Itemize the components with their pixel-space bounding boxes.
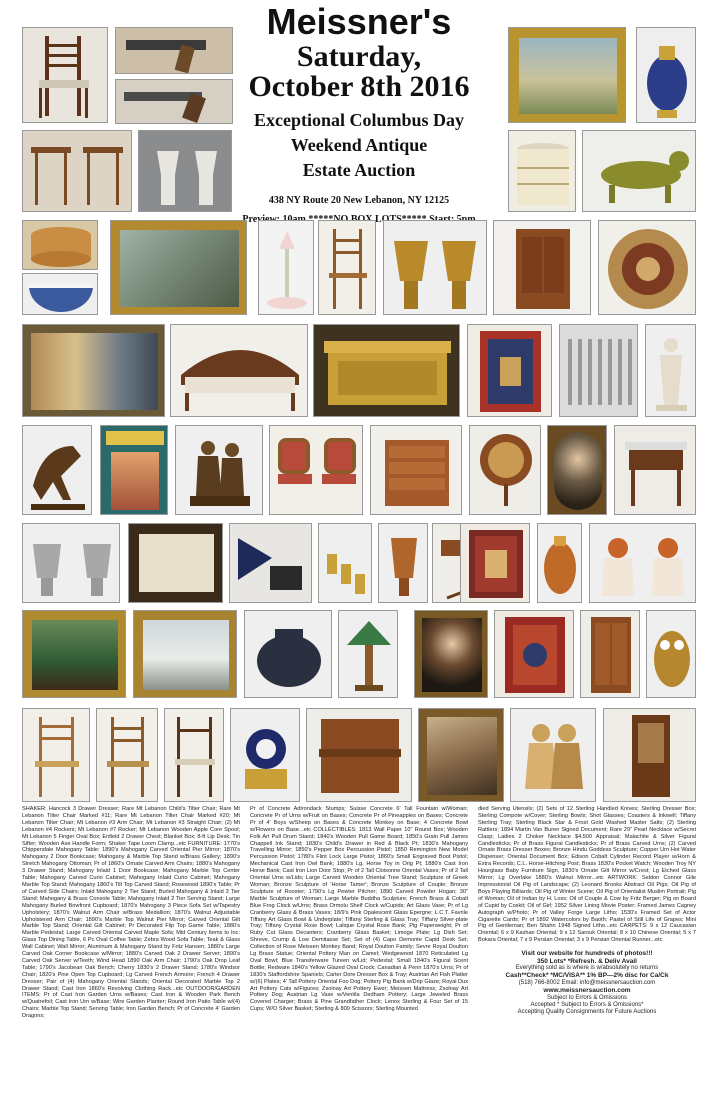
rug-icon [495,611,574,698]
photo-tilt-table [469,425,541,515]
phonograph-icon [230,524,312,603]
table-icon [23,131,132,212]
photo-chair-3 [164,708,224,802]
photo-chair-1 [22,708,90,802]
photo-brass-box [313,324,460,417]
photo-owl-figure [646,610,696,698]
photo-chair-2 [96,708,158,802]
footer-line-1: Visit our website for hundreds of photos!!! [521,950,653,958]
photo-brass-urns [383,220,487,315]
chair-icon [97,709,158,802]
photo-tall-case [603,708,696,802]
urn-icon [379,524,428,603]
photo-armoire [493,220,591,315]
photo-bronze-couple [175,425,263,515]
auction-subtitle-2: Weekend Antique [290,135,428,155]
photo-abstract-painting [22,324,165,417]
auction-house-name: Meissner's [266,1,452,42]
server-icon [307,709,412,802]
photo-slag-lamp [338,610,398,698]
box-icon [314,325,460,417]
photo-round-rug [598,220,696,315]
dog-icon [590,524,696,603]
lamp-icon [339,611,398,698]
chair-icon [165,709,224,802]
photo-portrait-2 [414,610,488,698]
photo-stoneware-crock [508,130,576,212]
chair-icon [319,221,376,315]
chair-icon [23,709,90,802]
pot-icon [245,611,332,698]
chair-icon [23,28,108,123]
photo-settee [170,324,308,417]
photo-vase-2 [537,523,582,603]
rug-icon [599,221,696,315]
photo-shaker-box [22,220,98,270]
photo-marble-top-stand [614,425,696,515]
spoon-icon [560,325,638,417]
photo-oriental-pot [244,610,332,698]
clock-icon [231,709,300,802]
lot-column-3 [478,806,696,1096]
owl-icon [647,611,696,698]
vase-icon [637,28,696,123]
photo-bowl [22,273,98,315]
auction-header [236,0,482,225]
footer-line-2: 350 Lots* *Refresh. & Deliv Avail [537,957,637,965]
photo-copper-urn [378,523,428,603]
urn-icon [23,524,120,603]
cabinet-icon [494,221,591,315]
table-icon [470,426,541,515]
photo-painting-2 [110,220,247,315]
footer-line-6: www.meissnersauction.com [543,987,631,995]
rug-icon [468,325,552,417]
canister-icon [319,524,372,603]
photo-billiards-painting [22,610,126,698]
photo-silver-urns [22,523,120,603]
photo-carved-server [306,708,412,802]
statue-icon [646,325,696,417]
photo-shaker-chair [22,27,108,123]
photo-phonograph [229,523,312,603]
photo-royal-dux [510,708,596,802]
bowl-icon [23,274,98,315]
photo-brass-canisters [318,523,372,603]
photo-mantel-clock [230,708,300,802]
photo-arm-chairs [269,425,363,515]
auction-footer [478,950,696,1017]
photo-chest-of-drawers [370,425,462,515]
photo-framed-scene [128,523,223,603]
photo-marble-statue [645,324,696,417]
photo-pistol-1 [115,27,233,74]
footer-line-8: Accepted * Subject to Errors & Omissions* [530,1001,644,1008]
footer-line-3: Everything sold as is where is w/absolutely no returns [515,964,659,971]
crock-icon [509,131,576,212]
photo-wardrobe [580,610,640,698]
photo-pistol-2 [115,79,233,124]
photo-landscape-painting-1 [508,27,626,123]
footer-line-7: Subject to Errors & Omissions [546,994,628,1001]
photo-carpet-2 [460,523,530,603]
box-icon [23,221,98,270]
rug-icon [461,524,530,603]
auction-subtitle-1: Exceptional Columbus Day [253,110,465,130]
cabinet-icon [581,611,640,698]
pistol-icon [116,80,233,124]
photo-staffordshire-dogs [589,523,696,603]
dog-icon [583,131,696,212]
photo-garden-urns [138,130,232,212]
auction-date-line2: October 8th 2016 [248,70,470,103]
photo-vase-1 [636,27,696,123]
photo-carpet-1 [467,324,552,417]
lot-listing [22,806,696,1096]
urn-icon [384,221,487,315]
footer-line-9: Accepting Quality Consignments for Future Auctions [517,1009,657,1016]
horse-icon [23,426,92,515]
figurine-icon [511,709,596,802]
photo-sterling-flatware [559,324,638,417]
lot-column-1: SHAKER: Hancock 3 Drawer Dresser; Rare Mt Lebanon Child's Tilter Chair; Rare Mt Lebanon Tilter Chair Marked #11; Rare Mt Lebanon Tilter Chair Marked #20; Mt Lebanon Tilter Chair; Mt Lebanon #3 Arm Chair; Mt Lebanon #3 Straight Chair; (2) Mt Lebanon #4 Rockers; Mt Lebanon #7 Rocker; Mt Lebanon Wooden Apple Core Spool; Mt Lebanon 5 Finger Oval Box; Enfield 2 Drawer Chest; Blanket Box; 8-ft Lip Desk; Tin Sifter; Wooden Axe Handle Form; Shaker Tape Loom Clamp...etc FURNITURE: 1770's Chippendale Mahogany Table; 1890's Mahogany Carved Oriental Pier Mirror; 1870's Mahogany 2 Door Bookcase; Mahogany & Marble Top Stand w/Brass Gallery; 1890's Stretch Mahogany Ottoman; Pr of 1860's Ornate Carved Arm Chairs; 1880's Mahogany 3 Drawer Stand; Mahogany Inlaid 1 Door Bookcase; Mahogany Marble Top Center Table; Mahogany Carved Curio Cabinet; Mahogany Inlaid Curio Cabinet; Mahogany Marble Top Stand; Mahogany 1860's Tilt Top Carved Stand; Rosewood 1890's Table; Pr of Carved Side Chairs; Inlaid Mahogany 2 Tier Stand; Burled Mahogany & Inlaid 3 Tier Stand; Mahogany & Brass Console Table; Mahogany Inlaid 2 Tier Serving Stand; Large Mahogany Burled Bowfront Cupboard; 1870's Mahogany 3 Piece Sofa Set w/Tapestry Upholstery; 1870's Walnut Arm Chair w/Brass Medallion; 1870's Walnut Adjustable Upholstered Arm Chair; 1890's Marble Top Walnut Pier Mirror; Carved Oriental Gilt Marble Top Stand; Oriental Gilt Cabinet; Pr Decorated Flip Top Game Table; 1880's Marble Pedestal; Large Carved Oriental Carved Maple Sofa; Mid Century Items to Inc: Glass Top Dining Table, 6 Pc Oval Coffee Table; Zebra Wood Sofa Table; Teak & Glass Wall Cabinet; Wall Mirror; Aluminum & Mahogany Stand by Fritz Hansen; 1880's Large Carved Oak Corner Bookcase w/Mirror; 1880's Carved Oak 2 Drawer Server; 1890's Carved Oak Server w/Teeth; Wind Head 1890 Oak Arm Chair; 1790's Oak Drop Leaf Table; 1790's Jacobean Oak Bench; Cherry 1830's 2 Drawer Stand; 1780's Windsor Chair; 1820's Pine Open Top Cupboard; Lg Carved French Armoire; French 4 Drawer Dresser; Pair of (4) Mahogany Oriental Stands; Oriental Decorated Marble Top 2 Drawer Stand; Cast Iron 1860's Revolving Clothing Rack...etc OUTDOOR/GARDEN ITEMS: Pr of Cast Iron Garden Urns w/Bases; Cast Iron & Wooden Park Bench w/Quatrefoil; Cast Iron Urn w/Base; Wire Garden Planter; Round Iron Patio Table w/(4) Chairs; Marble Top Stand; Serving Table; Iron Garden Bench; Pr of Concrete 4' Garden Dragons; [22,806,240,1020]
lot-column-3-text: died Serving Utensils; (2) Sets of 12 Sterling Handled Knives; Sterling Dresser Box; Sterling Compote w/Cover; Sterling Bowls; Shot Glasses; Coasters & Inkwell; Tiffany Sterling Tray; Sterling Black Star & Frost Gold Washed Master Salts; (2) Sterling Rattlers; 1894 Martin Van Buren Signed Document; Rare 29" Pearl Necklace w/Secret Clasp; Ladies 2 Choker Necklace $4,500 Appraisal; Malachite & Silver Figural Candlesticks; Pr of Brass Figural Candlesticks; Pr of Brass Carved Urns; (2) Carved Ornate Brass Dresser Boxes; Bronze Hindu Goddess Sculpture; Copper Urn Hot Water Dispenser; Oriental Document Box; Edison Cobalt Cylinder Record Player w/Horn & Extra Records; C.L. Horse-Hitching Post; Brass 1830's Pocket Watch; Wooden Troy NY Hourglass Baby Furniture Sign, 1830's Ornate Gilt Mirror w/Crest; Lg Etched Glass Mirror; Lg Overlake 1880's Walnut Mirror...etc ARTWORK: Seldon Connor Gile Impressionist Oil Pig of Landscape; (2) Leonard Brooks Abstract Oil Pigs; Oil Pig of Boys Playing Billiards; Oil Pig of Winter Scene; Oil Pig of Orientalist Muslim Portrait; Pig of Woman; Oil of Indian by H. Loss; Oil of Couple & Cow by Fritz Berger; Pig on Board of Cupid by Coskit; Oil of Girl; 1952 Silver Lining Movie Poster; Framed James Cagney Autograph w/Photo; Pr of Valley Forge Large Litho; 1530's Framed Set of Actor Cigarette Cards; Pr of 1892 Watercolors by Baoth; Pastel of Still Life of Grapes; Mini Pig of Gentleman; Ben Shahn 1948 Signed Litho...etc CARPETS: 9 x 12 Caucasian Oriental; 6 x 9 Kashan Oriental; 9 x 12 Sarouk Oriental; 8 x 10 Chinese Oriental; 5 x 7 Bokara Oriental; 7 x 9 Persian Oriental; 3 x 9 Persian Oriental Runner...etc [478,806,696,944]
auction-date-line1: Saturday, [296,40,422,73]
footer-line-4: Cash**Check* *MC/VISA** 1% BP—2% disc for Ca/Ck [505,972,669,980]
stand-icon [615,426,696,515]
auction-subtitle-3: Estate Auction [302,160,416,180]
photo-pottery-dog [582,130,696,212]
lot-column-2: Pr of Concrete Adirondack Stumps; Suisse Concrete 6' Tall Fountain w/Woman; Concrete Pr of Urns w/Fruit on Bases; Concrete Pr of Pineapples on Bases; Concrete Pr of 4' Boys w/Sheep on Bases & Concrete Monkey on Base; 4 Concrete Bowl w/Flowers on Base...etc COLLECTIBLES: 1813 Wall Paper 10" Round Box; Wooden Folk Art Pull Drum Stand; 1840's Wooden Pull Game Board; 1850's Grain Pull James Chappell Ink Stand; 1830's Child's Drawer in Red & Black Pt; 1830's Mahogany Travelling Mirror; 1850's Pepper Box Percussion Pistol; 1850 Remington New Model Percussion Pistol; 1780's Flint Lock Large Pistol; 1860's Small Engraved Boot Pistol; Mechanical Cast Iron Owl Bank; 1880's Lg. Horse Toy in Orig Pt; 1880's Cast Iron Horse Bank; Cast Iron Lion Door Stop; Pr of 2 Tall Cloisonne Oriental Vases; Pr of 2 Tall Oriental Urns w/Lids; Large Carved Wooden Oriental Tree Stand; Sculpture of Greek Woman; Bronze Sculpture of 'Horse Tamer'; Bronze Sculpture of Couple; Bronze Sculpture of Rooster; 1790's Lg Pewter Pitcher; 1890 Carved Powder Hogan; 30" Marble Sculpture of Woman; Large Marble Buddha Sculpture; French Brass & Cobalt Blue Frog Clock w/Urns; Brass Ormolu Shelf Clock w/Cupids; Art Glass Vase; Pr of Lg Cranberry Glass & Brass Vases; 18/9's Pink Opalescent Glass Epergne; L.C.T. Favrile Tiffany Art Glass Bowl & Underplate; Tiffany Sterling & Glass Tray; Tiffany Silver-plate Tray; Tiffany Crystal Rose Bowl; Lalique Crystal Rose Bank; Pig Paperweight; Pr of Ruby Cut Glass Decanters; Cranberry Glass Basket; Limoge Plate; Lg Dish Set; Shreve, Crump & Low Demitasse Set; Set of (4) Capo Demonte Capid Desk Set; Collection of Rose Meissen Monkey Band; Royal Doulton Family; Sevre Royal Doulton Lg Brass Statue; Oriental Pottery Man on Camel; Wedgewood 1870 Reticulated Lg Oval Bowl; Blue Transferware Tureen w/Lid; Pedestal; Small 1840's Figural Scent Bottle; Redware 1840's Yellow Glazed Oval Crock; Canadian & Penn 1870's Urns; Pr of 1830's Staffordshire Spaniels; Carter Dore Dresser Box & Tray; Austrian Art Fish Platter w/(6) Plates; 4' Tall Pottery Oriental Foo Dog; Pottery Pig Bank w/Drip Glaze; Royal Dux Art Pottery Cats w/Figures; Zsolnay Art Pottery Ewer; Meissen Mattress; Zsolnay Art Pottery Dog; Austrian Lg Vase w/Ventila Dedham Pottery; Large Jeweled Brass Covered Charger; Brass & Pine Grandfather Clock; Lenox Sterling & Four Set of 15 Cups; W/O Silver Basket; Sterling & 800 Scissors; Sterling Mounted [250,806,468,1013]
photo-windsor-chair [318,220,376,315]
photo-epergne [258,220,314,315]
photo-bronze-horse [22,425,92,515]
photo-winter-painting [133,610,237,698]
cabinet-icon [604,709,696,802]
sculpture-icon [176,426,263,515]
chair-icon [270,426,363,515]
photo-portrait-1 [547,425,607,515]
dresser-icon [371,426,462,515]
vase-icon [538,524,582,603]
auction-address: 438 NY Route 20 New Lebanon, NY 12125 [268,195,450,206]
pistol-icon [116,28,233,74]
photo-painting-3 [418,708,504,802]
sofa-icon [171,325,308,417]
footer-line-5: (518) 766-8002 Email: info@meissnersauction.com [518,979,656,986]
photo-shaker-tables [22,130,132,212]
epergne-icon [259,221,314,315]
urn-icon [139,131,232,212]
photo-carpet-3 [494,610,574,698]
photo-movie-poster [100,425,168,515]
